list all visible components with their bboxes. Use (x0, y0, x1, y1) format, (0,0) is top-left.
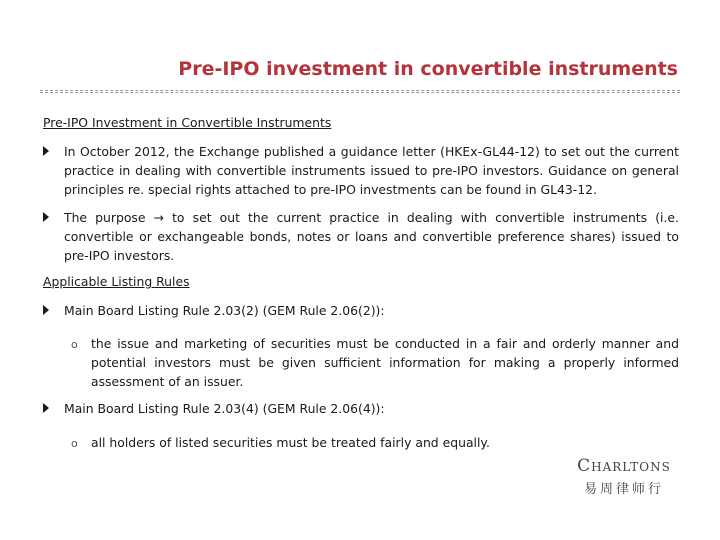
triangle-bullet-icon (43, 212, 49, 222)
page-title: Pre-IPO investment in convertible instruments (178, 58, 678, 80)
title-divider-secondary (40, 92, 680, 93)
charltons-logo (566, 456, 682, 497)
bullet-item (43, 208, 679, 265)
rule-item (43, 301, 679, 320)
bullet-text: In October 2012, the Exchange published a guidance letter (HKEx-GL44-12) to set out the current practice in dealing with convertible instruments issued to pre-IPO investors. Guidance on general principles re. special rights attached to pre-IPO investments can be found in GL43-12. (64, 144, 679, 197)
sub-bullet-item (71, 433, 679, 453)
bullet-item (43, 142, 679, 199)
slide-content (43, 113, 679, 453)
title-divider (40, 90, 680, 91)
sub-bullet-item (71, 334, 679, 391)
sub-bullet-text: all holders of listed securities must be treated fairly and equally. (91, 435, 490, 450)
triangle-bullet-icon (43, 146, 49, 156)
rule-label: Main Board Listing Rule 2.03(4) (GEM Rule 2.06(4)): (64, 401, 385, 416)
circle-bullet-icon: o (71, 437, 78, 450)
circle-bullet-icon: o (71, 338, 78, 351)
logo-name-en: Charltons (577, 456, 671, 476)
rule-label: Main Board Listing Rule 2.03(2) (GEM Rule 2.06(2)): (64, 303, 385, 318)
triangle-bullet-icon (43, 305, 49, 315)
bullet-text: The purpose → to set out the current practice in dealing with convertible instruments (i.e. convertible or exchangeable bonds, notes or loans and convertible preference shares) issued to pre-IPO investors. (64, 210, 679, 263)
section-heading-listing-rules: Applicable Listing Rules (43, 274, 190, 289)
sub-bullet-text: the issue and marketing of securities must be conducted in a fair and orderly manner and potential investors must be given sufficient information for making a properly informed assessment of an issuer. (91, 336, 679, 389)
rule-item (43, 399, 679, 418)
section-heading-convertible: Pre-IPO Investment in Convertible Instruments (43, 115, 332, 130)
logo-name-cn: 易周律师行 (583, 482, 664, 497)
triangle-bullet-icon (43, 403, 49, 413)
